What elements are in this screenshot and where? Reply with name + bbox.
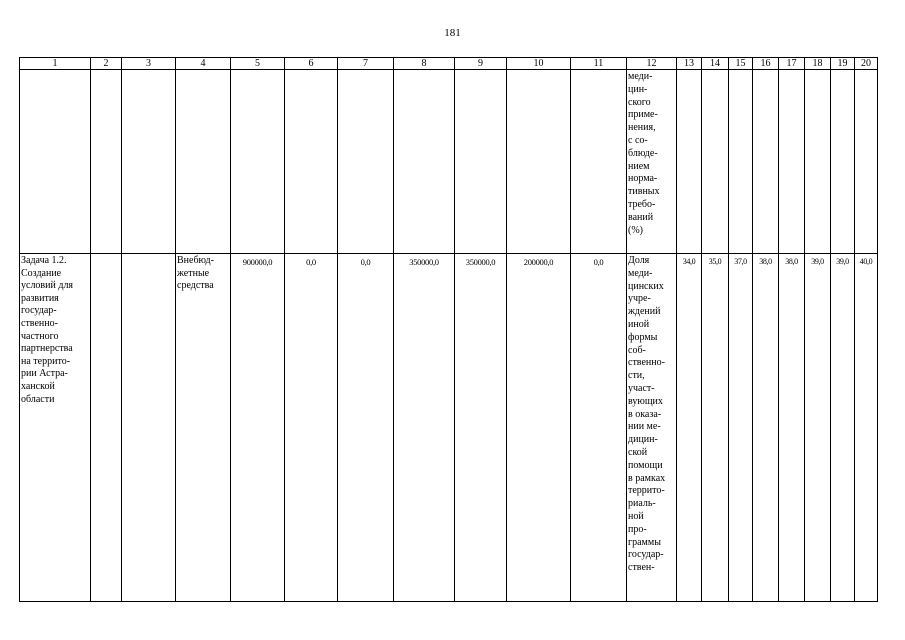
indicator-name-line: террито- [628,485,665,497]
indicator-name-line: граммы [628,536,661,548]
col-header: 15 [729,58,753,70]
indicator-name-line: про- [628,523,647,535]
indicator-name-line: ждений [628,306,661,318]
indicator-value: 39,0 [805,254,831,602]
col-header: 17 [779,58,805,70]
indicator-name-line: ной [628,510,644,522]
task-name-line: Задача 1.2. [21,255,67,266]
indicator-name-line: меди- [628,267,653,279]
funding-source-line: Внебюд- [177,255,214,266]
cell [507,70,571,254]
indicator-value: 34,0 [677,254,702,602]
task-name-line: развития [21,292,59,304]
col-header: 14 [702,58,729,70]
cell [753,70,779,254]
funding-source-line: средства [177,280,214,292]
cell [394,70,455,254]
cell [805,70,831,254]
indicator-name-line: норма- [628,173,658,185]
indicator-name-line: ского [628,96,651,108]
cell [231,70,285,254]
indicator-name-line: приме- [628,109,658,121]
indicator-value: 40,0 [855,254,878,602]
cell [677,70,702,254]
funding-source-cell [176,254,231,602]
task-name-line: партнерства [21,343,73,355]
cell [91,70,122,254]
amount-year-1: 0,0 [285,254,338,602]
indicator-name-line: риаль- [628,498,656,510]
indicator-name-line: соб- [628,344,646,356]
task-name-line: рии Астра- [21,368,68,380]
col-header: 19 [831,58,855,70]
indicator-name-line: цинских [628,280,664,292]
indicator-name-line: иной [628,318,650,330]
cell [831,70,855,254]
task-name-line: государ- [21,305,57,317]
task-name-line: ханской [21,380,55,392]
task-name-line: на террито- [21,355,71,367]
col-header: 16 [753,58,779,70]
indicator-name-line: вующих [628,395,663,407]
col-header: 7 [338,58,394,70]
col-header: 11 [571,58,627,70]
header-row [20,58,878,70]
amount-year-6: 0,0 [571,254,627,602]
col-header: 10 [507,58,571,70]
col-header: 5 [231,58,285,70]
col-header: 20 [855,58,878,70]
indicator-name-line: с со- [628,134,648,146]
indicator-name-line: нения, [628,122,656,134]
col-header: 3 [122,58,176,70]
indicator-value: 38,0 [753,254,779,602]
indicator-name-line: тивных [628,186,660,198]
indicator-name-line: блюде- [628,147,658,159]
indicator-name-line: сти, [628,370,645,382]
indicator-name-line: Доля [628,255,650,266]
amount-year-5: 200000,0 [507,254,571,602]
indicator-name-line: государ- [628,549,664,561]
indicator-name-line: участ- [628,382,655,394]
cell [285,70,338,254]
cell [729,70,753,254]
task-name-line: частного [21,330,59,342]
cell [338,70,394,254]
amount-year-2: 0,0 [338,254,394,602]
cell [455,70,507,254]
cell [571,70,627,254]
cell [20,70,91,254]
funding-source-line: жетные [177,267,210,279]
cell [702,70,729,254]
task-name-line: условий для [21,280,74,292]
cell [855,70,878,254]
indicator-value: 39,0 [831,254,855,602]
col-header: 6 [285,58,338,70]
page-number: 181 [444,27,461,39]
col-header: 1 [20,58,91,70]
task-name-line: области [21,393,55,405]
task-name-line: ственно- [21,317,58,329]
indicator-name-line: помощи [628,459,663,471]
amount-total: 900000,0 [231,254,285,602]
indicator-name-line: ствен- [628,562,655,574]
indicator-name-line: ственно- [628,357,665,369]
col-header: 2 [91,58,122,70]
indicator-value: 37,0 [729,254,753,602]
task-name-cell [20,254,91,602]
program-table [19,57,878,602]
cell [779,70,805,254]
indicator-name-line: ской [628,446,648,458]
cell [122,70,176,254]
indicator-name-line: цин- [628,83,648,95]
cell [91,254,122,602]
indicator-name-line: формы [628,331,658,343]
table-row [20,254,878,602]
indicator-name-line: дицин- [628,434,658,446]
indicator-name-line: в рамках [628,472,666,484]
cell [176,70,231,254]
table-row [20,70,878,254]
indicator-name-cell [627,254,677,602]
col-header: 9 [455,58,507,70]
indicator-name-line: ваний [628,211,654,223]
amount-year-4: 350000,0 [455,254,507,602]
indicator-name-line: требо- [628,198,656,210]
indicator-name-line: в оказа- [628,408,662,420]
indicator-name-line: учре- [628,293,651,305]
col-header: 4 [176,58,231,70]
col-header: 8 [394,58,455,70]
indicator-name-line: нием [628,160,650,172]
cell [122,254,176,602]
indicator-name-line: нии ме- [628,421,661,433]
col-header: 13 [677,58,702,70]
indicator-name-cell [627,70,677,254]
indicator-value: 38,0 [779,254,805,602]
indicator-name-line: (%) [628,224,643,236]
indicator-name-line: меди- [628,71,653,82]
col-header: 18 [805,58,831,70]
indicator-value: 35,0 [702,254,729,602]
amount-year-3: 350000,0 [394,254,455,602]
col-header: 12 [627,58,677,70]
task-name-line: Создание [21,267,62,279]
